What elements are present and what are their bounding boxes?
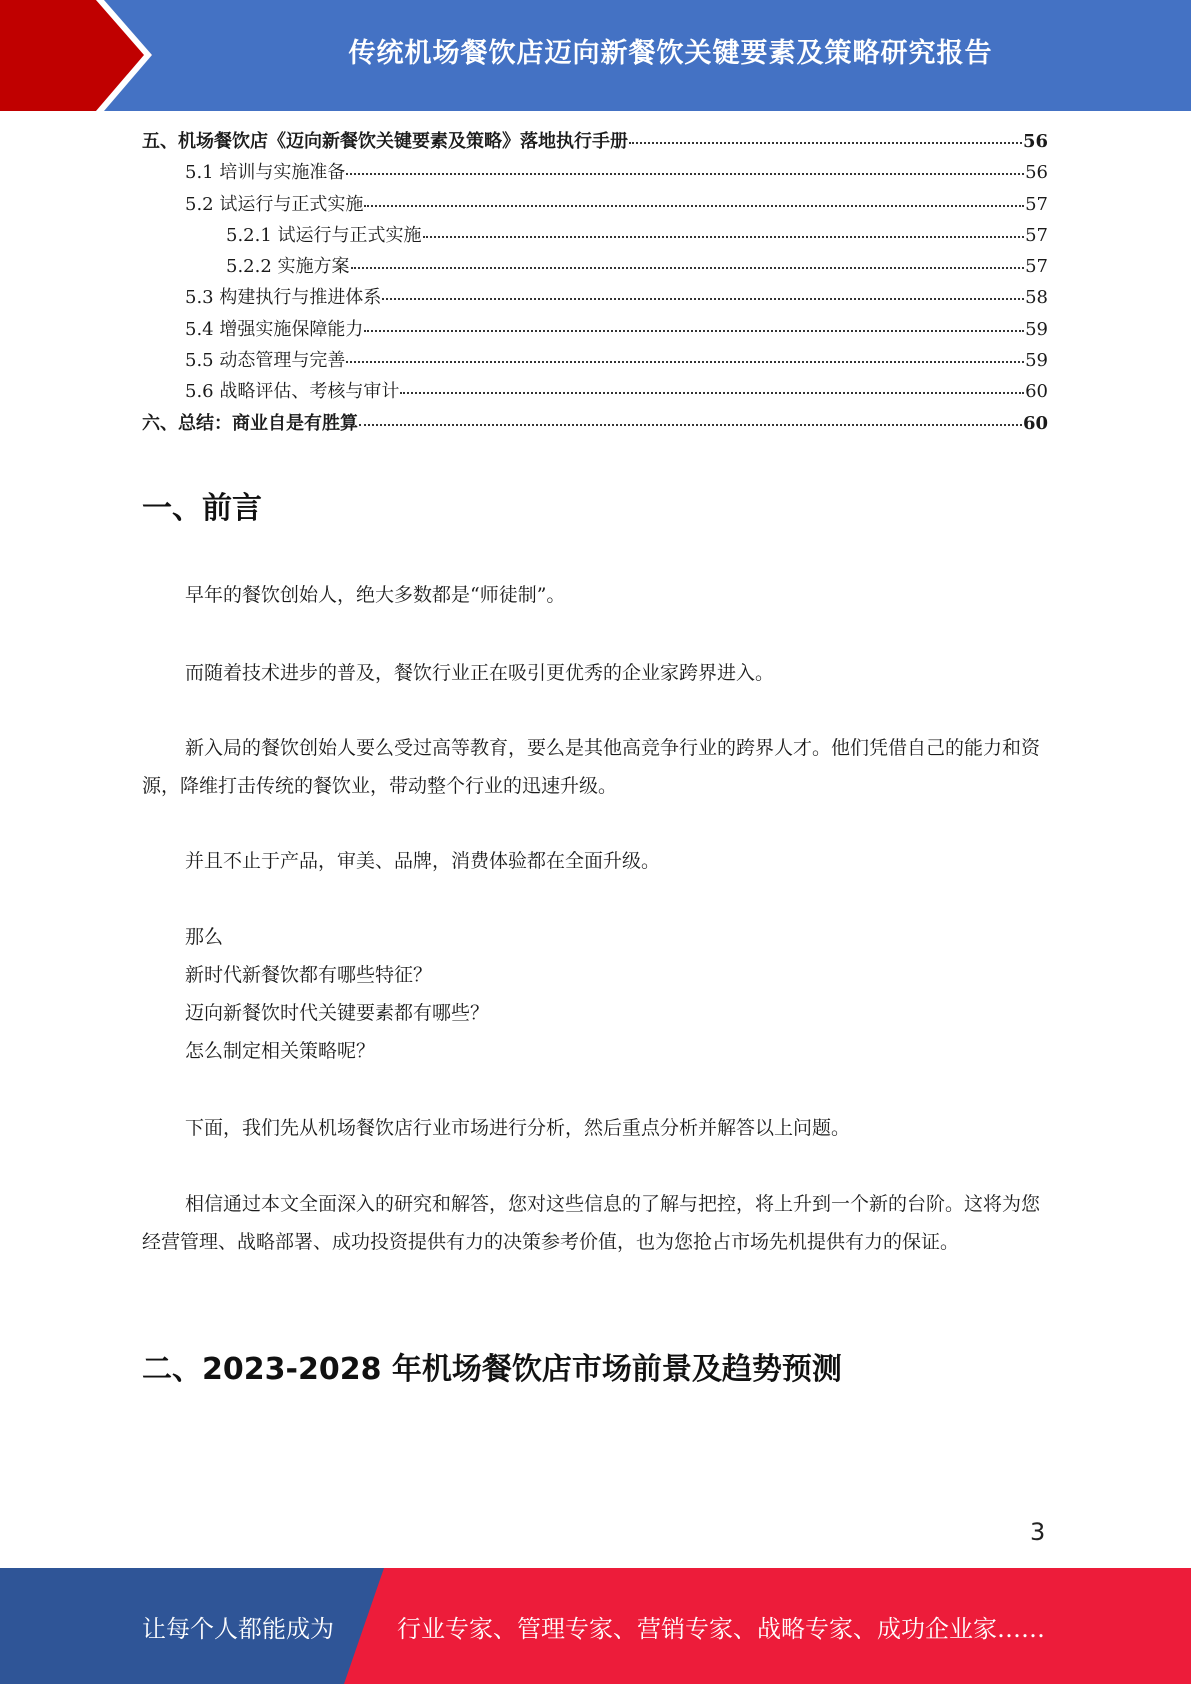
page-header (0, 0, 1191, 111)
toc-entry-title: 5.2.2 实施方案 (226, 256, 350, 278)
paragraph: 早年的餐饮创始人，绝大多数都是“师徒制”。 (185, 584, 566, 606)
toc-entry-title: 5.1 培训与实施准备 (185, 162, 346, 184)
toc-entry-page: 57 (1025, 193, 1048, 215)
footer-slogan-right: 行业专家、管理专家、营销专家、战略专家、成功企业家…… (397, 1614, 1045, 1643)
toc-entry[interactable] (142, 190, 1048, 221)
toc-leader-dots (346, 173, 1024, 175)
page-footer (0, 1568, 1191, 1684)
footer-slogan-left: 让每个人都能成为 (142, 1614, 334, 1643)
toc-leader-dots (400, 392, 1024, 394)
toc-entry-title: 5.4 增强实施保障能力 (185, 318, 364, 340)
toc-entry-page: 56 (1025, 162, 1048, 184)
toc-entry[interactable] (142, 221, 1048, 252)
toc-entry-page: 57 (1025, 256, 1048, 278)
toc-entry-title: 5.5 动态管理与完善 (185, 350, 346, 372)
toc-entry[interactable] (142, 127, 1048, 158)
toc-entry-page: 56 (1022, 131, 1048, 152)
question-line: 迈向新餐饮时代关键要素都有哪些？ (185, 1002, 490, 1024)
toc-entry-page: 59 (1025, 350, 1048, 372)
toc-entry-title: 5.6 战略评估、考核与审计 (185, 381, 400, 403)
toc-entry[interactable] (142, 315, 1048, 346)
toc-entry[interactable] (142, 377, 1048, 408)
toc-entry[interactable] (142, 252, 1048, 283)
report-title: 传统机场餐饮店迈向新餐饮关键要素及策略研究报告 (348, 37, 993, 69)
toc-entry[interactable] (142, 346, 1048, 377)
header-arrow-decoration (0, 0, 160, 111)
toc-leader-dots (346, 361, 1024, 363)
question-line: 那么 (185, 926, 224, 948)
toc-leader-dots (423, 236, 1025, 238)
paragraph: 而随着技术进步的普及，餐饮行业正在吸引更优秀的企业家跨界进入。 (185, 662, 775, 684)
paragraph: 并且不止于产品，审美、品牌，消费体验都在全面升级。 (185, 850, 661, 872)
toc-entry[interactable] (142, 158, 1048, 189)
toc-entry-page: 57 (1025, 224, 1048, 246)
toc-entry-page: 60 (1022, 412, 1048, 434)
toc-entry-page: 58 (1025, 287, 1048, 309)
page-number: 3 (1030, 1518, 1046, 1546)
toc-leader-dots (351, 267, 1025, 269)
toc-leader-dots (359, 424, 1022, 426)
toc-leader-dots (629, 142, 1022, 144)
toc-entry-title: 5.3 构建执行与推进体系 (185, 287, 382, 309)
question-line: 新时代新餐饮都有哪些特征？ (185, 964, 433, 986)
paragraph: 相信通过本文全面深入的研究和解答，您对这些信息的了解与把控，将上升到一个新的台阶。这将为您经营管理、战略部署、成功投资提供有力的决策参考价值，也为您抢占市场先机提供有力的保证。 (142, 1193, 1041, 1253)
toc-entry-page: 59 (1025, 318, 1048, 340)
toc-entry-title: 五、机场餐饮店《迈向新餐饮关键要素及策略》落地执行手册 (142, 131, 628, 152)
toc-entry-title: 5.2 试运行与正式实施 (185, 193, 364, 215)
toc-entry-title: 5.2.1 试运行与正式实施 (226, 224, 422, 246)
paragraph: 下面，我们先从机场餐饮店行业市场进行分析，然后重点分析并解答以上问题。 (185, 1117, 851, 1139)
section-heading-preface: 一、前言 (142, 491, 262, 526)
toc-entry[interactable] (142, 409, 1048, 440)
table-of-contents (142, 127, 1048, 440)
toc-leader-dots (364, 205, 1024, 207)
toc-entry[interactable] (142, 283, 1048, 314)
section-heading-market-outlook: 二、2023-2028 年机场餐饮店市场前景及趋势预测 (142, 1352, 842, 1387)
question-line: 怎么制定相关策略呢？ (185, 1040, 376, 1062)
toc-entry-title: 六、总结：商业自是有胜算 (142, 412, 358, 434)
toc-leader-dots (364, 330, 1024, 332)
toc-entry-page: 60 (1025, 381, 1048, 403)
paragraph: 新入局的餐饮创始人要么受过高等教育，要么是其他高竞争行业的跨界人才。他们凭借自己的能力和资源，降维打击传统的餐饮业，带动整个行业的迅速升级。 (142, 737, 1041, 797)
toc-leader-dots (382, 298, 1024, 300)
